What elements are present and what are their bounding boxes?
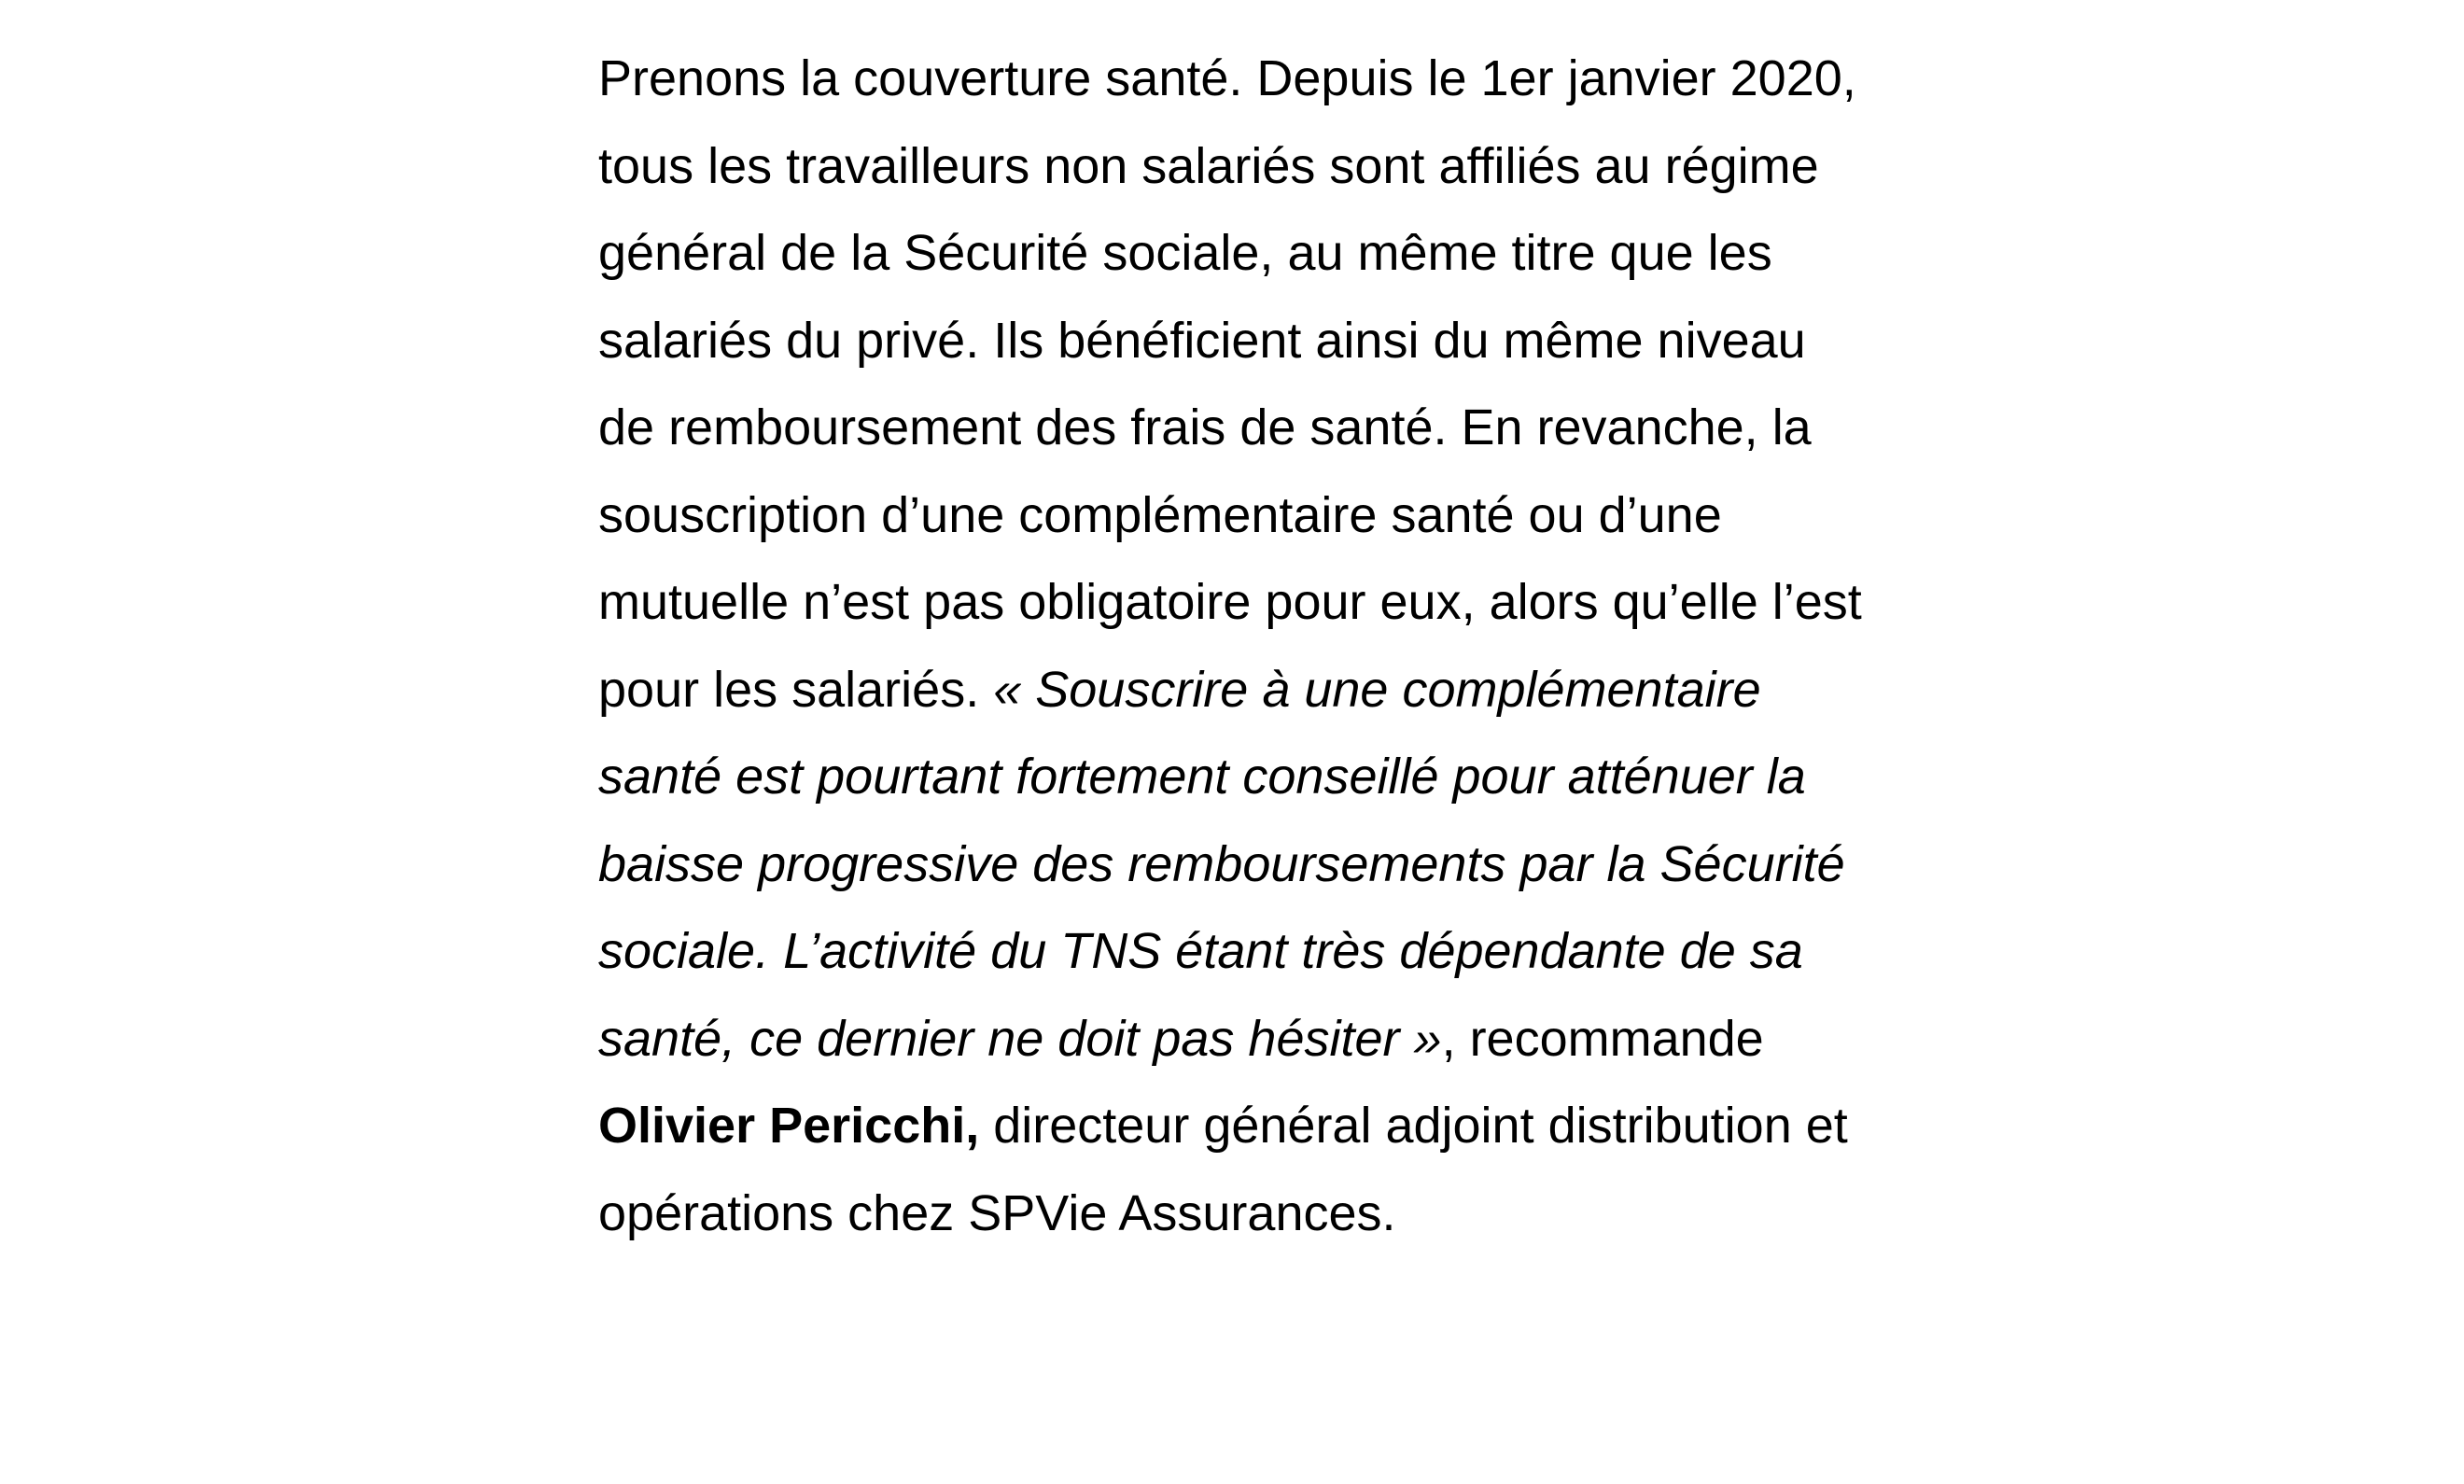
text-line: opérations chez SPVie Assurances. xyxy=(598,1184,1396,1241)
text-line: général de la Sécurité sociale, au même titre que les xyxy=(598,225,1772,281)
quote-text: « Souscrire à une complémentaire xyxy=(993,661,1761,718)
text-line: salariés du privé. Ils bénéficient ainsi du même niveau xyxy=(598,312,1806,369)
quote-line: santé est pourtant fortement conseillé pour atténuer la xyxy=(598,749,1806,805)
quote-text: santé, ce dernier ne doit pas hésiter » xyxy=(598,1010,1442,1067)
article-paragraph xyxy=(598,35,1980,1257)
quote-line: sociale. L’activité du TNS étant très dépendante de sa xyxy=(598,923,1803,979)
text-line: Prenons la couverture santé. Depuis le 1er janvier 2020, xyxy=(598,50,1856,106)
text-line xyxy=(598,647,1980,735)
text-line xyxy=(598,1083,1980,1170)
text-line: de remboursement des frais de santé. En revanche, la xyxy=(598,399,1812,455)
text-line: mutuelle n’est pas obligatoire pour eux, alors qu’elle l’est xyxy=(598,574,1862,630)
plain-text: , recommande xyxy=(1441,1010,1764,1067)
plain-text: directeur général adjoint distribution et xyxy=(979,1098,1848,1154)
plain-text: pour les salariés. xyxy=(598,661,994,718)
quote-line: baisse progressive des remboursements par la Sécurité xyxy=(598,835,1845,892)
person-name: Olivier Pericchi, xyxy=(598,1098,980,1154)
text-line: tous les travailleurs non salariés sont affiliés au régime xyxy=(598,137,1819,194)
text-line xyxy=(598,996,1980,1084)
text-line: souscription d’une complémentaire santé ou d’une xyxy=(598,486,1722,543)
article-body xyxy=(598,35,1980,1257)
